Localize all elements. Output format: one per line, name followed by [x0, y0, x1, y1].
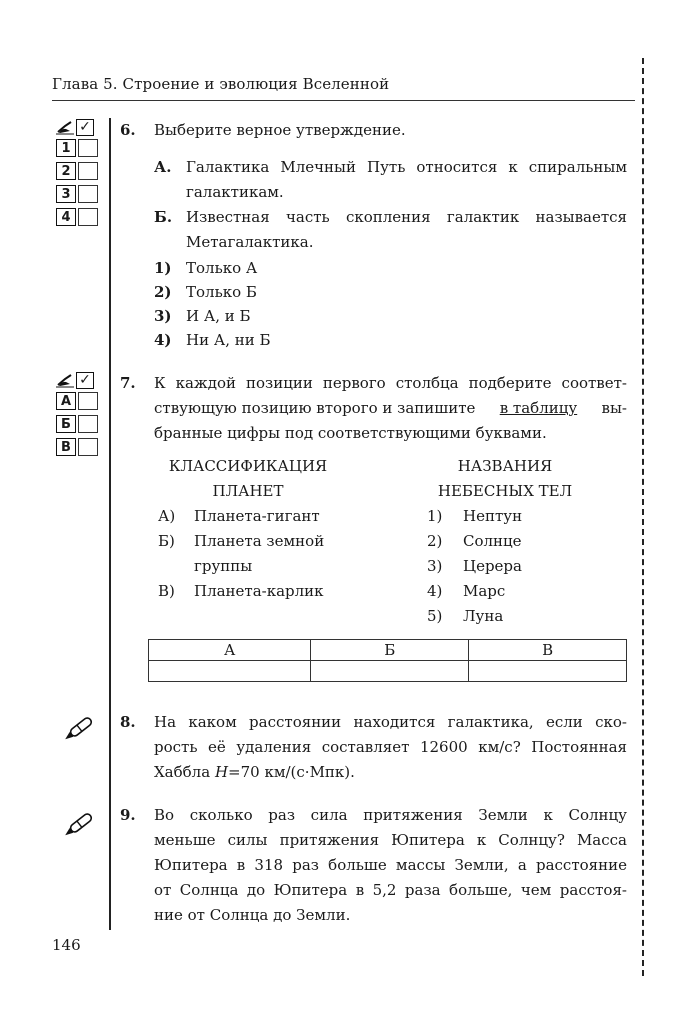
- answer-checkbox[interactable]: [78, 162, 98, 180]
- checkbox-checked-icon: ✓: [76, 372, 94, 389]
- option-key: 4): [154, 331, 172, 349]
- question-prompt: Выберите верное утверждение.: [154, 121, 406, 139]
- prompt-text: ствующую позицию второго и запишите: [154, 399, 476, 417]
- answer-cell[interactable]: [311, 661, 469, 682]
- match-item: [427, 504, 585, 529]
- item-key: В): [158, 582, 175, 600]
- item-text: Солнце: [463, 532, 522, 550]
- answer-label: 4: [56, 208, 76, 226]
- item-key: А): [158, 507, 176, 525]
- hubble-symbol: H: [214, 763, 229, 781]
- celestial-bodies-column: [425, 454, 585, 629]
- options-list: [154, 256, 271, 352]
- answer-cell[interactable]: [469, 661, 627, 682]
- answer-table-header: [149, 640, 627, 661]
- answer-row: [56, 185, 102, 203]
- answer-checkbox[interactable]: [78, 208, 98, 226]
- item-text: Планета-карлик: [194, 582, 324, 600]
- hand-writing-icon: [56, 119, 74, 135]
- table-header-cell: В: [469, 640, 627, 661]
- question-text: =70 км/(с·Мпк).: [228, 763, 355, 781]
- classification-column: [158, 454, 338, 604]
- item-text: Марс: [463, 582, 506, 600]
- question-line: ние от Солнца до Земли.: [154, 906, 351, 924]
- answer-label: 3: [56, 185, 76, 203]
- statement-text: Метагалактика.: [186, 233, 314, 251]
- option: [154, 256, 271, 280]
- pen-icon: [60, 808, 100, 842]
- question-number: 8.: [120, 713, 136, 731]
- option: [154, 304, 271, 328]
- option-text: Только Б: [186, 283, 257, 301]
- cut-line: [642, 58, 644, 976]
- option-key: 2): [154, 283, 172, 301]
- column-heading: НАЗВАНИЯ: [457, 457, 553, 475]
- q7-answer-boxes: [56, 371, 102, 461]
- statement-text: галактикам.: [186, 183, 284, 201]
- prompt-text: вы-: [601, 399, 627, 417]
- statement-text: Галактика Млечный Путь относится к спиральным: [186, 158, 627, 176]
- hand-writing-icon: [56, 372, 74, 388]
- statement-key: Б.: [154, 208, 173, 226]
- option-text: Ни А, ни Б: [186, 331, 271, 349]
- answer-cell[interactable]: [149, 661, 311, 682]
- question-line: рость её удаления составляет 12600 км/с? Постоянная: [154, 738, 627, 756]
- answer-label: Б: [56, 415, 76, 433]
- chapter-header: Глава 5. Строение и эволюция Вселенной: [52, 75, 390, 93]
- q6-answer-boxes: [56, 118, 102, 231]
- checkbox-checked-icon: ✓: [76, 119, 94, 136]
- answer-label: А: [56, 392, 76, 410]
- item-key: [158, 554, 194, 579]
- answer-label: 1: [56, 139, 76, 157]
- item-key: 1): [427, 507, 443, 525]
- prompt-emphasis: в таблицу: [499, 399, 578, 417]
- option: [154, 280, 271, 304]
- question-line: от Солнца до Юпитера в 5,2 раза больше, чем расстоя-: [154, 881, 627, 899]
- question-prompt-line: [154, 396, 627, 420]
- answer-label: В: [56, 438, 76, 456]
- item-text: Луна: [463, 607, 504, 625]
- answer-label: 2: [56, 162, 76, 180]
- pen-icon: [60, 712, 100, 746]
- match-item: [427, 529, 585, 554]
- item-key: 4): [427, 582, 443, 600]
- option: [154, 328, 271, 352]
- question-prompt-line: К каждой позиции первого столбца подберите соответ-: [154, 374, 627, 392]
- question-line: Во сколько раз сила притяжения Земли к Солнцу: [154, 806, 627, 824]
- item-key: Б): [158, 532, 175, 550]
- item-text: Планета-гигант: [194, 507, 320, 525]
- answer-checkbox[interactable]: [78, 139, 98, 157]
- answer-row: [56, 438, 102, 456]
- column-heading: ПЛАНЕТ: [212, 482, 284, 500]
- question-number: 6.: [120, 121, 136, 139]
- answer-checkbox[interactable]: [78, 185, 98, 203]
- statement-key: А.: [154, 158, 172, 176]
- page-number: 146: [52, 936, 81, 954]
- statement-text: Известная часть скопления галактик называется: [186, 208, 627, 226]
- question-prompt-line: бранные цифры под соответствующими буквами.: [154, 424, 547, 442]
- column-heading: НЕБЕСНЫХ ТЕЛ: [437, 482, 573, 500]
- match-item: [158, 579, 338, 604]
- header-divider: [52, 100, 635, 101]
- question-line: [154, 760, 355, 784]
- table-header-cell: Б: [311, 640, 469, 661]
- question-number: 9.: [120, 806, 136, 824]
- question-number: 7.: [120, 374, 136, 392]
- answer-row: [56, 392, 102, 410]
- item-key: 5): [427, 607, 443, 625]
- answer-row: [56, 162, 102, 180]
- option-text: И А, и Б: [186, 307, 251, 325]
- answer-checkbox[interactable]: [78, 392, 98, 410]
- match-item: [427, 579, 585, 604]
- margin-line: [109, 118, 111, 930]
- question-line: На каком расстоянии находится галактика, если ско-: [154, 713, 627, 731]
- table-header-cell: А: [149, 640, 311, 661]
- match-item: [158, 554, 338, 579]
- question-line: меньше силы притяжения Юпитера к Солнцу? Масса: [154, 831, 627, 849]
- answer-checkbox[interactable]: [78, 415, 98, 433]
- option-key: 1): [154, 259, 172, 277]
- question-text: Хаббла: [154, 763, 211, 781]
- item-key: 3): [427, 557, 443, 575]
- option-text: Только А: [186, 259, 258, 277]
- answer-checkbox[interactable]: [78, 438, 98, 456]
- match-item: [427, 604, 585, 629]
- option-key: 3): [154, 307, 172, 325]
- answer-table-row: [149, 661, 627, 682]
- item-key: 2): [427, 532, 443, 550]
- item-text: Планета земной: [194, 532, 325, 550]
- match-item: [427, 554, 585, 579]
- question-line: Юпитера в 318 раз больше массы Земли, а расстояние: [154, 856, 627, 874]
- answer-row: [56, 208, 102, 226]
- item-text: Нептун: [463, 507, 523, 525]
- answer-row: [56, 139, 102, 157]
- match-item: [158, 504, 338, 529]
- answer-row: [56, 415, 102, 433]
- column-heading: КЛАССИФИКАЦИЯ: [168, 457, 328, 475]
- match-item: [158, 529, 338, 554]
- answer-table: [148, 639, 627, 682]
- item-text: Церера: [463, 557, 522, 575]
- item-text: группы: [194, 557, 253, 575]
